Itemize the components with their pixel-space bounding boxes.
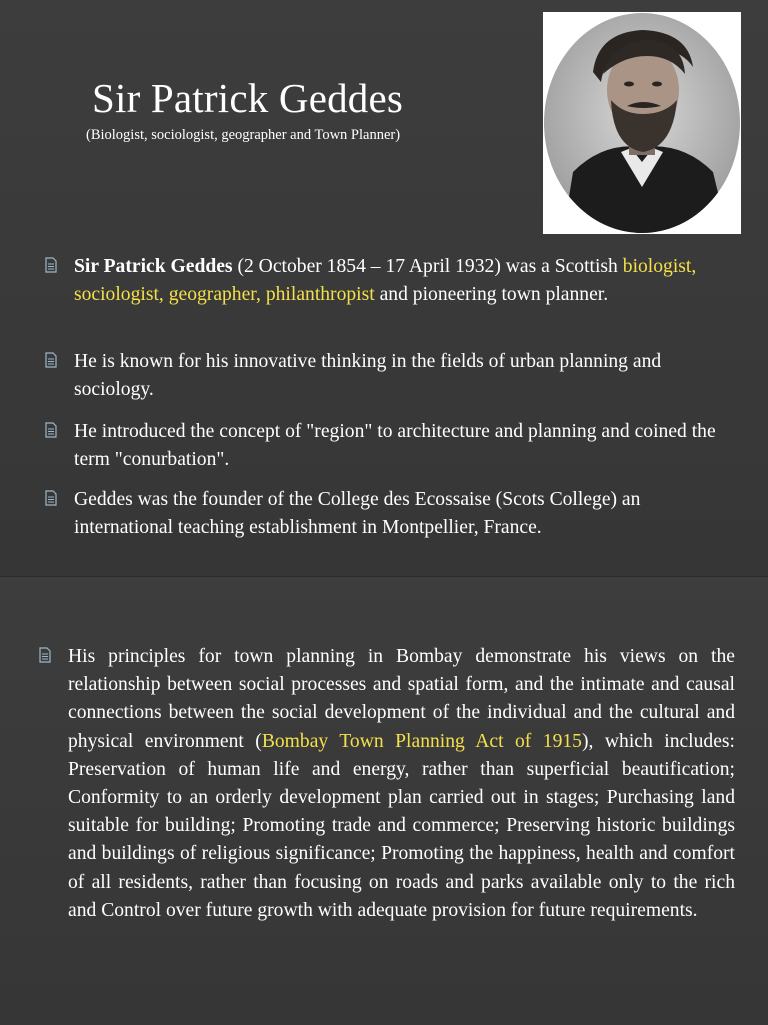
bullet-dates: (2 October 1854 – 17 April 1932) was a Scottish bbox=[232, 256, 623, 277]
bullet-text: Geddes was the founder of the College des Ecossaise (Scots College) an international teaching establishment in Montpellier, France. bbox=[74, 489, 641, 538]
document-bullet-icon bbox=[44, 352, 58, 368]
bullet-bold: Sir Patrick Geddes bbox=[74, 256, 233, 277]
bullet-text bbox=[68, 643, 735, 925]
document-bullet-icon bbox=[38, 647, 52, 663]
bullet-highlight: Bombay Town Planning Act of 1915 bbox=[261, 730, 582, 752]
bullet-text: He introduced the concept of "region" to architecture and planning and coined the term "conurbation". bbox=[74, 421, 716, 470]
bullet-tail: ), which includes: Preservation of human life and energy, rather than superficial beautification; Conformity to an orderly development plan carried out in stages; Purchasing land suitable for building; Promoting trade and commerce; Preserving historic buildings and buildings of religious significance; Promoting the happiness, health and comfort of all residents, rather than focusing on roads and parks available only to the rich and Control over future growth with adequate provision for future requirements. bbox=[68, 730, 735, 921]
slide-2 bbox=[0, 576, 768, 1025]
document-bullet-icon bbox=[44, 257, 58, 273]
portrait-photo-icon bbox=[543, 12, 741, 234]
bullet-text bbox=[74, 253, 740, 309]
document-bullet-icon bbox=[44, 422, 58, 438]
document-bullet-icon bbox=[44, 490, 58, 506]
portrait-photo bbox=[543, 12, 741, 234]
bullet-highlight: biologist, sociologist, geographer, philanthropist bbox=[74, 256, 697, 305]
bullet-tail: and pioneering town planner. bbox=[374, 284, 609, 305]
bullet-text: He is known for his innovative thinking in the fields of urban planning and sociology. bbox=[74, 351, 662, 400]
slide-subtitle: (Biologist, sociologist, geographer and Town Planner) bbox=[86, 127, 401, 143]
bullet-lead: His principles for town planning in Bombay demonstrate his views on the relationship between social processes and spatial form, and the intimate and causal connections between the social development of the individual and the cultural and physical environment ( bbox=[68, 646, 735, 752]
slide-title: Sir Patrick Geddes bbox=[92, 75, 404, 121]
